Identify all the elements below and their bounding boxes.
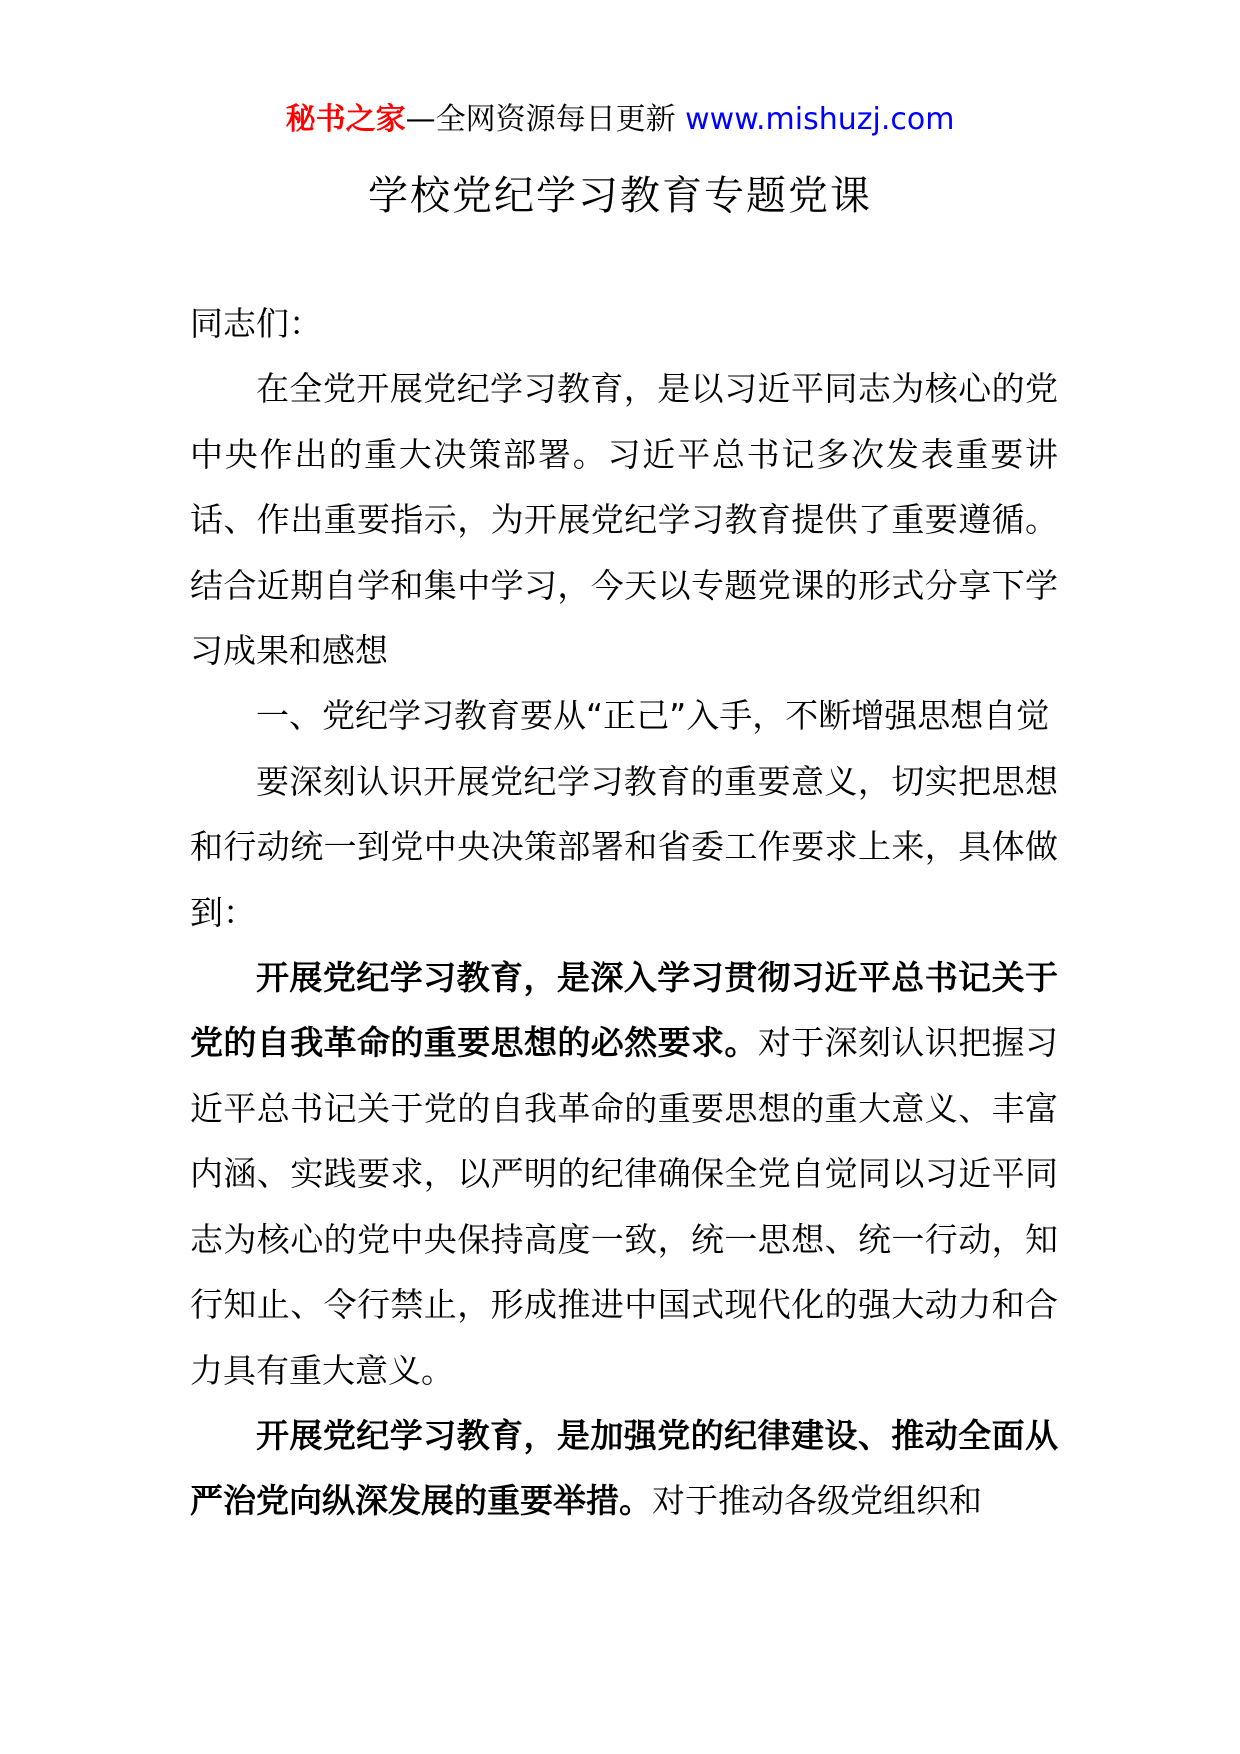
paragraph-text: 对于推动各级党组织和 — [652, 1481, 982, 1521]
paragraph-requirements — [190, 749, 1058, 945]
document-body — [190, 291, 1058, 1534]
site-slogan: —全网资源每日更新 — [405, 102, 676, 137]
section-heading-text: 一、党纪学习教育要从“正己”入手，不断增强思想自觉 — [256, 696, 1050, 736]
section-heading-1 — [190, 683, 1058, 748]
paragraph-significance-2 — [190, 1403, 1058, 1534]
site-banner — [0, 100, 1240, 140]
paragraph-text: 对于深刻认识把握习近平总书记关于党的自我革命的重要思想的重大意义、丰富内涵、实践要求，以严明的纪律确保全党自觉同以习近平同志为核心的党中央保持高度一致，统一思想、统一行动，知行知止、令行禁止，形成推进中国式现代化的强大动力和合力具有重大意义。 — [190, 1023, 1059, 1390]
paragraph-intro — [190, 356, 1058, 683]
paragraph-significance-1 — [190, 945, 1058, 1403]
paragraph-text: 要深刻认识开展党纪学习教育的重要意义，切实把思想和行动统一到党中央决策部署和省委工作要求上来，具体做到： — [190, 761, 1058, 932]
site-brand: 秘书之家 — [285, 102, 406, 137]
document-title: 学校党纪学习教育专题党课 — [368, 173, 872, 219]
paragraph-text: 在全党开展党纪学习教育，是以习近平同志为核心的党中央作出的重大决策部署。习近平总书记多次发表重要讲话、作出重要指示，为开展党纪学习教育提供了重要遵循。结合近期自学和集中学习，今天以专题党课的形式分享下学习成果和感想 — [190, 369, 1058, 671]
site-url-link[interactable]: www.mishuzj.com — [685, 102, 955, 137]
paragraph-bold-lead: 开展党纪学习教育，是加强党的纪律建设、推动全面从严治党向纵深发展的重要举措。 — [190, 1415, 1058, 1521]
salutation: 同志们： — [190, 304, 322, 343]
paragraph-bold-lead: 开展党纪学习教育，是深入学习贯彻习近平总书记关于党的自我革命的重要思想的必然要求。 — [190, 958, 1058, 1063]
